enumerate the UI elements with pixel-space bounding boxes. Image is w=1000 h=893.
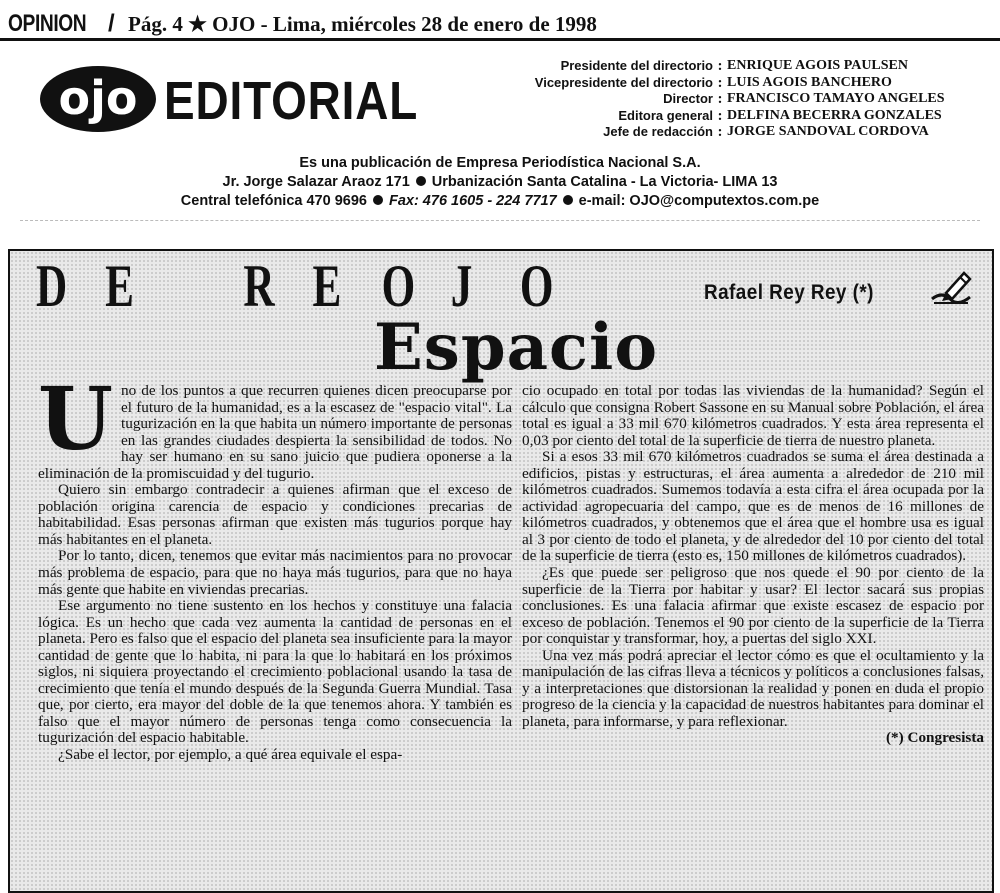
staff-role: Director xyxy=(663,91,713,106)
staff-name: LUIS AGOIS BANCHERO xyxy=(727,74,892,90)
drop-cap: U xyxy=(38,369,113,470)
staff-row: Vicepresidente del directorio : LUIS AGOIS BANCHERO xyxy=(500,75,970,92)
column-name-letter: E xyxy=(105,253,134,319)
opinion-column xyxy=(8,249,994,893)
staff-list xyxy=(500,58,970,141)
staff-role: Vicepresidente del directorio xyxy=(534,74,713,90)
staff-row: Jefe de redacción : JORGE SANDOVAL CORDOVA xyxy=(500,124,970,141)
logo-text: ojo xyxy=(58,71,138,125)
staff-name: FRANCISCO TAMAYO ANGELES xyxy=(727,91,945,106)
phone-number: Central telefónica 470 9696 xyxy=(180,193,367,209)
bullet-icon xyxy=(373,195,383,205)
author-byline: Rafael Rey Rey (*) xyxy=(704,281,874,304)
article-column-right xyxy=(522,383,984,747)
column-name-letter: R xyxy=(243,253,275,319)
article-paragraph: Por lo tanto, dicen, tenemos que evitar más nacimientos para no provocar más problema de espacio, para que no haya más tugurios, para que no haya más gente que habite en viviendas precarias. xyxy=(38,547,512,598)
article-paragraph: Quiero sin embargo contradecir a quienes afirman que el exceso de población origina carencia de espacio y condiciones precarias de habitabilidad. Esas personas afirman que existen más tugurios porque hay más habitantes en el planeta. xyxy=(38,481,512,548)
page-folio xyxy=(8,10,992,36)
folio-slash: / xyxy=(108,10,115,37)
staff-role: Presidente del directorio xyxy=(560,58,713,73)
staff-row: Presidente del directorio : ENRIQUE AGOIS PAULSEN xyxy=(500,58,970,75)
headline: Espacio xyxy=(374,310,658,385)
article-paragraph: Ese argumento no tiene sustento en los hechos y constituye una falacia lógica. Es un hecho que cada vez aumenta la cantidad de personas en el planeta. Pero es falso que el espacio del planeta sea insuficiente para la mayor cantidad de gente que lo habita, ni para la que lo habitará en los próximos siglos, ni siquiera proyectando el crecimiento poblacional usando la tasa de crecimiento que tenía el mundo después de la Segunda Guerra Mundial. Tasa que, por cierto, era mayor del doble de la que tenemos ahora. Y también es falso que el mayor número de personas tenga como consecuencia la tugurización del espacio habitable. xyxy=(38,597,512,747)
article-paragraph: Uno de los puntos a que recurren quienes dicen preocuparse por el futuro de la humanidad, es a la escasez de "espacio vital". La tugurización en la que habita un número importante de personas en las grandes ciudades despierta la sensibilidad de todos. No hay ser humano en su sano juicio que pudiera oponerse a la eliminación de la promiscuidad y del tugurio. xyxy=(38,369,512,482)
dashed-rule xyxy=(20,220,980,222)
staff-row: Editora general : DELFINA BECERRA GONZALES xyxy=(500,108,970,125)
article-paragraph: ¿Es que puede ser peligroso que nos quede el 90 por ciento de la superficie de la Tierra por habitar y usar? El lector sacará sus propias conclusiones. Es una falacia afirmar que existe escasez de espacio por exceso de población. Tenemos el 90 por ciento de la superficie de la Tierra por conquistar y transformar, hoy, a puertas del siglo XXI. xyxy=(522,564,984,648)
article-paragraph: cio ocupado en total por todas las viviendas de la humanidad? Según el cálculo que consigna Robert Sassone en su Manual sobre Población, el área total es igual a 33 mil 670 kilómetros cuadrados. Y esta área representa el 0,03 por ciento del total de la superficie de tierra de nuestro planeta. xyxy=(522,382,984,449)
fax-number: Fax: 476 1605 - 224 7717 xyxy=(388,193,557,209)
email-address: e-mail: OJO@computextos.com.pe xyxy=(578,193,820,209)
article-paragraph: Si a esos 33 mil 670 kilómetros cuadrados se suma el área destinada a edificios, pistas y estructuras, el área aumenta a alrededor de 210 mil kilómetros cuadrados. Sumemos todavía a esta cifra el área ocupada por la actividad agropecuaria del campo, que es de menos de 16 millones de kilómetros cuadrados, y obtenemos que el área que el hombre usa es igual al 3 por ciento de todo el planeta, y de alrededor del 10 por ciento del total de la superficie de tierra (esto es, 150 millones de kilómetros cuadrados). xyxy=(522,448,984,565)
column-name-letter: J xyxy=(450,253,473,319)
article-column-left xyxy=(38,369,512,764)
staff-row: Director : FRANCISCO TAMAYO ANGELES xyxy=(500,91,970,108)
column-name-letter: D xyxy=(36,253,68,319)
article-paragraph: Una vez más podrá apreciar el lector cómo es que el ocultamiento y la manipulación de las cifras lleva a técnicos y políticos a conclusiones falsas, y a interpretaciones que distorsionan la realidad y ponen en duda el propio progreso de la ciencia y la capacidad de nuestros habitantes para dominar el planeta, para informarse, y para reflexionar. xyxy=(522,646,984,730)
section-label: OPINION xyxy=(8,10,87,37)
staff-role: Jefe de redacción xyxy=(603,124,713,139)
ojo-logo xyxy=(38,64,158,134)
masthead-title: EDITORIAL xyxy=(164,71,419,131)
staff-name: DELFINA BECERRA GONZALES xyxy=(727,107,942,123)
article-paragraph: ¿Sabe el lector, por ejemplo, a qué área equivale el espa- xyxy=(58,746,403,764)
bullet-icon xyxy=(563,195,573,205)
staff-name: JORGE SANDOVAL CORDOVA xyxy=(727,124,929,139)
top-rule xyxy=(0,38,1000,41)
address-district: Urbanización Santa Catalina - La Victoria- LIMA 13 xyxy=(431,174,778,190)
column-name-letter: O xyxy=(519,253,554,319)
publisher-line: Es una publicación de Empresa Periodística Nacional S.A. xyxy=(299,155,701,171)
contact-line xyxy=(0,192,1000,211)
pen-writing-icon xyxy=(928,269,974,307)
column-name xyxy=(36,255,589,317)
folio-info: Pág. 4 ★ OJO - Lima, miércoles 28 de enero de 1998 xyxy=(128,12,597,36)
bullet-icon xyxy=(416,176,426,186)
column-name-letter: O xyxy=(381,253,416,319)
publisher-info xyxy=(0,154,1000,211)
column-name-letter: E xyxy=(312,253,342,319)
author-signature: (*) Congresista xyxy=(885,729,984,747)
address-street: Jr. Jorge Salazar Araoz 171 xyxy=(222,174,410,190)
address-line xyxy=(0,173,1000,192)
staff-role: Editora general xyxy=(618,107,713,123)
staff-name: ENRIQUE AGOIS PAULSEN xyxy=(727,58,909,73)
